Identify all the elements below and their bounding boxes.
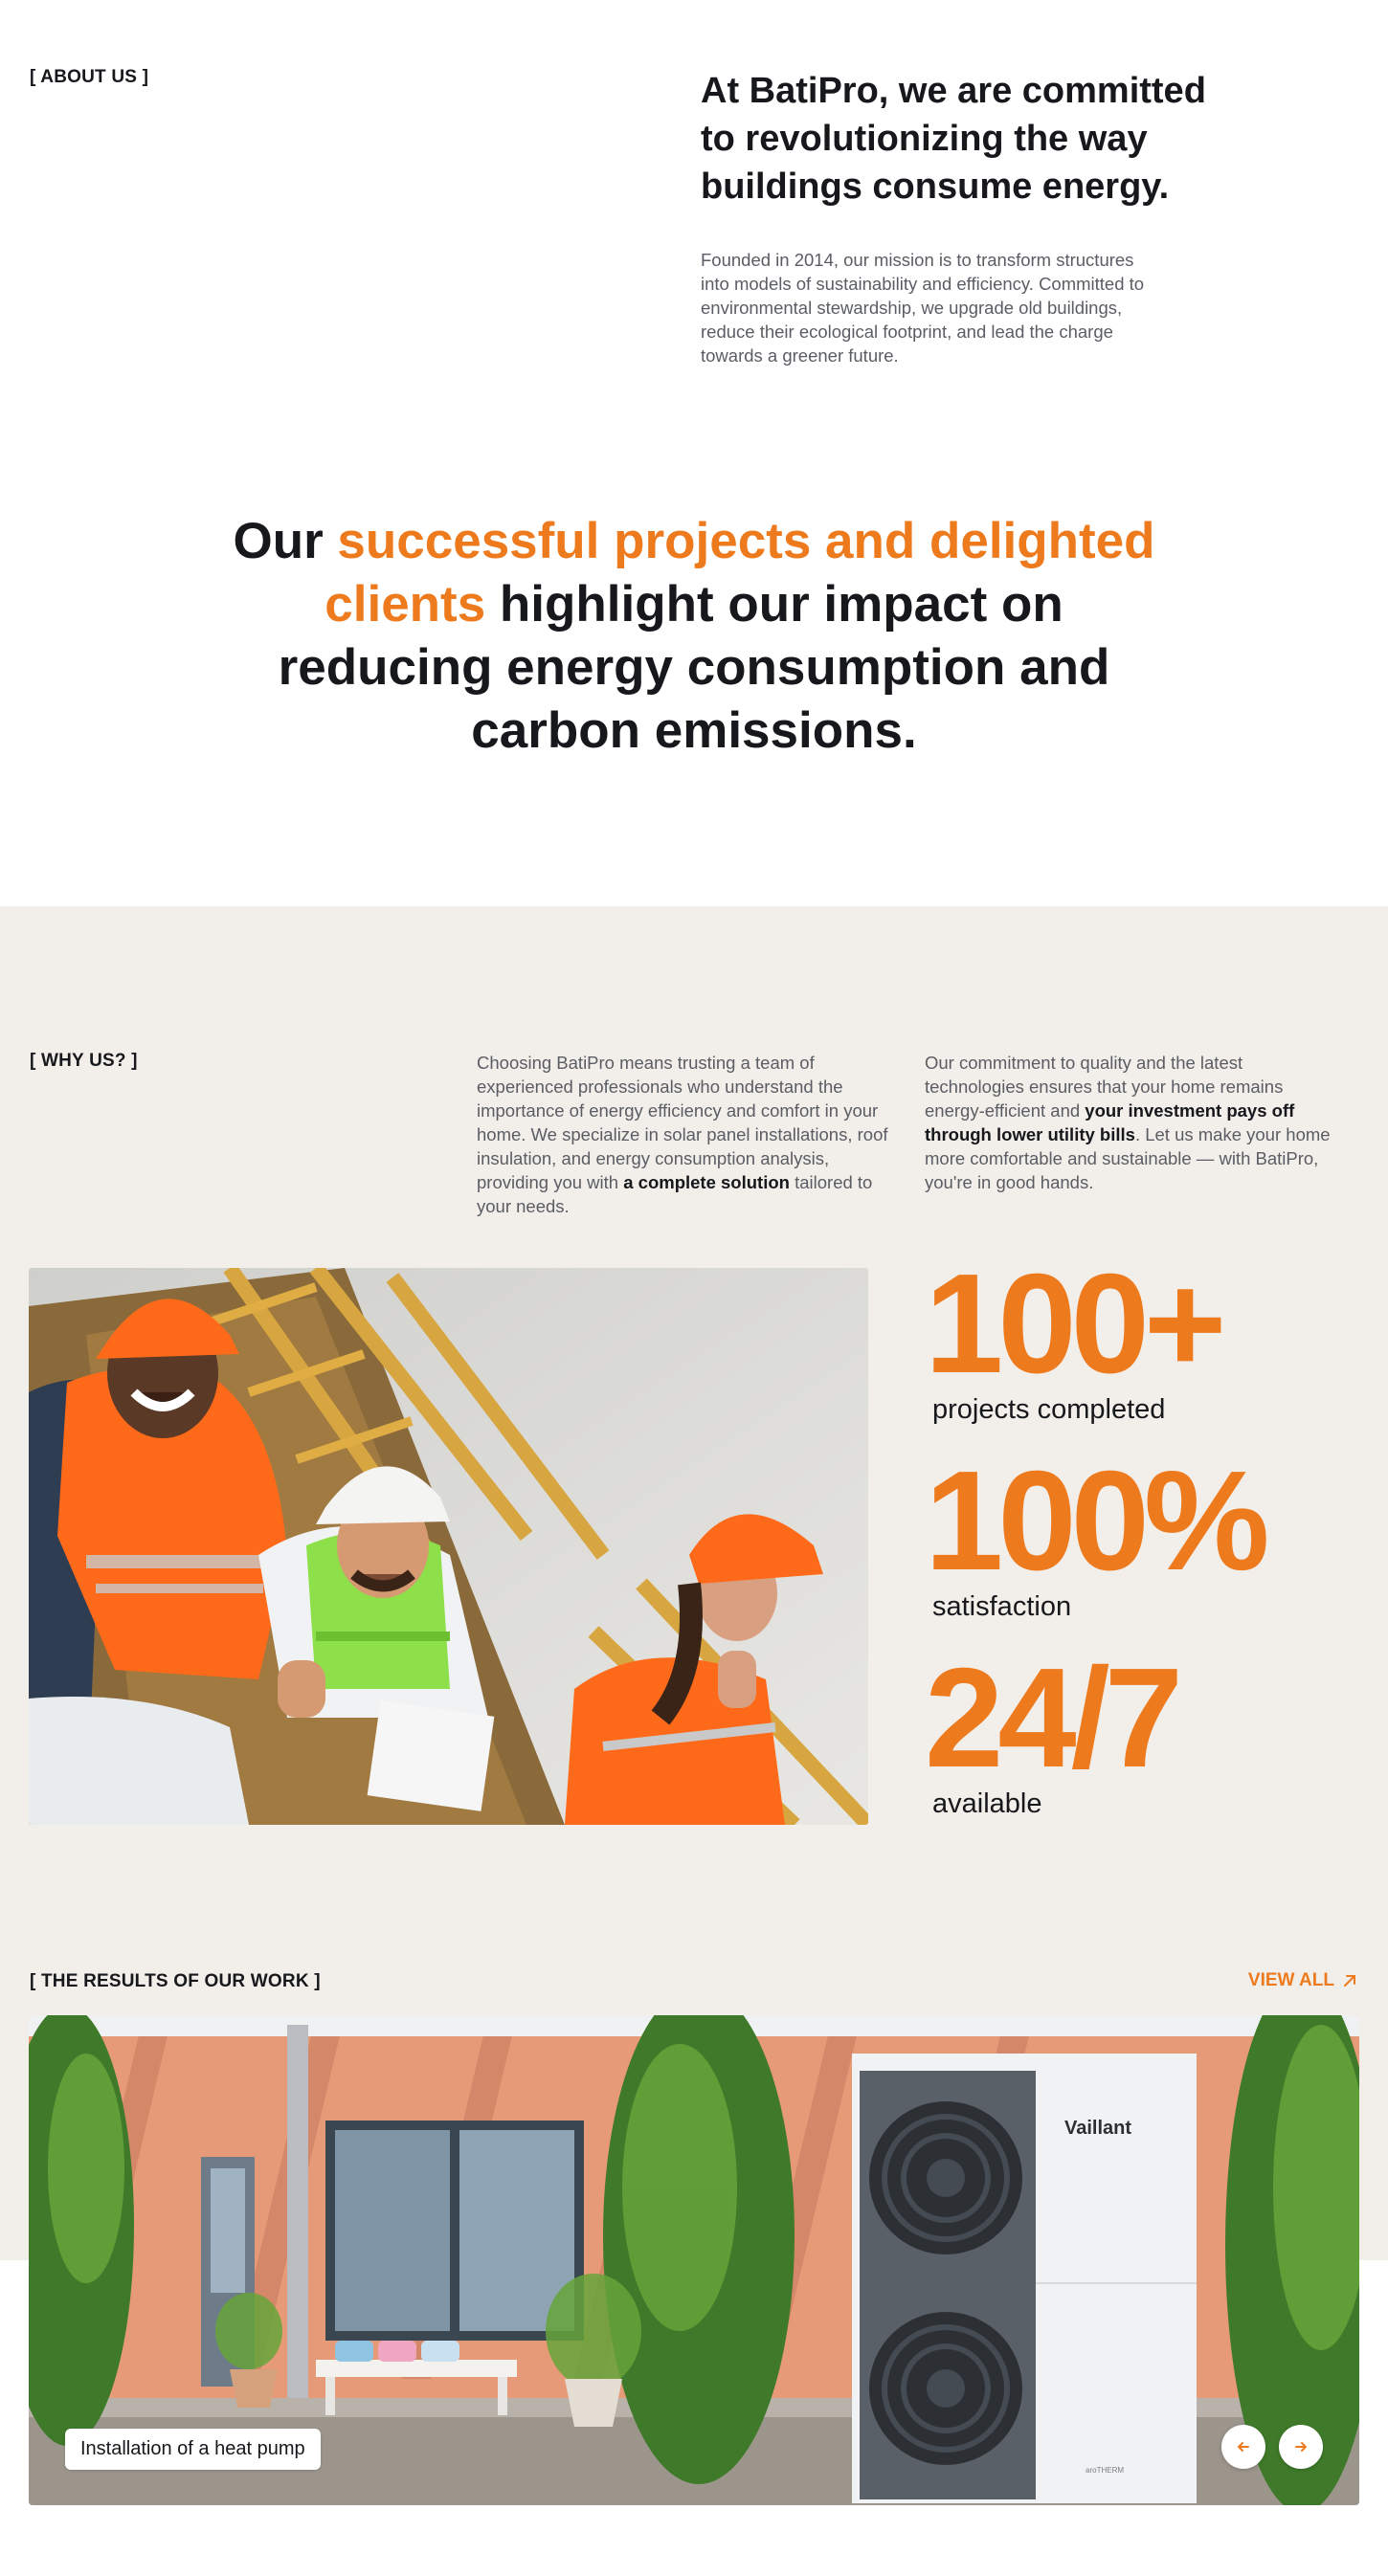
stat-satisfaction (925, 1442, 1265, 1623)
slide-caption: Installation of a heat pump (65, 2429, 321, 2470)
view-all-link[interactable] (1248, 1970, 1357, 1991)
impact-highlight: successful projects and delighted clients (325, 513, 1155, 633)
stat-label: projects completed (932, 1394, 1166, 1425)
vaillant-brand: Vaillant (1064, 2118, 1132, 2139)
stat-label: satisfaction (932, 1591, 1072, 1622)
stat-value: 24/7 (925, 1639, 1178, 1797)
results-section-label: [ THE RESULTS OF OUR WORK ] (30, 1971, 321, 1991)
stat-projects (925, 1245, 1221, 1426)
stat-value: 100+ (925, 1245, 1221, 1403)
arrow-right-icon (1293, 2439, 1309, 2454)
carousel-prev-button[interactable] (1221, 2425, 1265, 2469)
why-us-emphasis: a complete solution (623, 1172, 790, 1192)
carousel-next-button[interactable] (1279, 2425, 1323, 2469)
stat-label: available (932, 1788, 1042, 1819)
why-us-paragraph-1 (477, 1051, 890, 1218)
workers-illustration (29, 1268, 868, 1825)
why-us-text: tailored to your needs. (477, 1172, 873, 1216)
workers-photo (29, 1268, 868, 1825)
stat-availability (925, 1639, 1178, 1820)
why-us-paragraph-2 (925, 1051, 1338, 1194)
view-all-label: VIEW ALL (1247, 1970, 1334, 1990)
about-description: Founded in 2014, our mission is to transform structures into models of sustainability and efficiency. Committed to environmental stewardship, we upgrade old buildings, reduce their ecological footprint, and lead the charge towards a greener future. (701, 250, 1145, 366)
stat-value: 100% (925, 1442, 1265, 1600)
why-us-text: Choosing BatiPro means trusting a team of experienced professionals who understand the importance of energy efficiency and comfort in your home. We specialize in solar panel installations, roof insulation, and energy consumption analysis, providing you with (477, 1053, 888, 1192)
about-section-label: [ ABOUT US ] (30, 67, 149, 87)
why-us-text: Our commitment to quality and the latest technologies ensures that your home remains energy-efficient and (925, 1053, 1284, 1121)
impact-prefix: Our (233, 513, 338, 569)
impact-suffix: highlight our impact on reducing energy consumption and carbon emissions. (278, 576, 1110, 759)
heat-pump-model: aroTHERM (1086, 2466, 1125, 2475)
arrow-left-icon (1236, 2439, 1251, 2454)
why-us-emphasis: your investment pays off through lower utility bills (925, 1100, 1295, 1144)
about-heading: At BatiPro, we are committed to revolutionizing the way buildings consume energy. (701, 71, 1206, 207)
results-carousel (29, 2015, 1359, 2505)
impact-statement (220, 510, 1168, 763)
why-us-text: . Let us make your home more comfortable and sustainable — with BatiPro, you're in good hands. (925, 1124, 1331, 1192)
arrow-up-right-icon (1342, 1973, 1357, 1988)
why-us-section-label: [ WHY US? ] (30, 1051, 138, 1071)
